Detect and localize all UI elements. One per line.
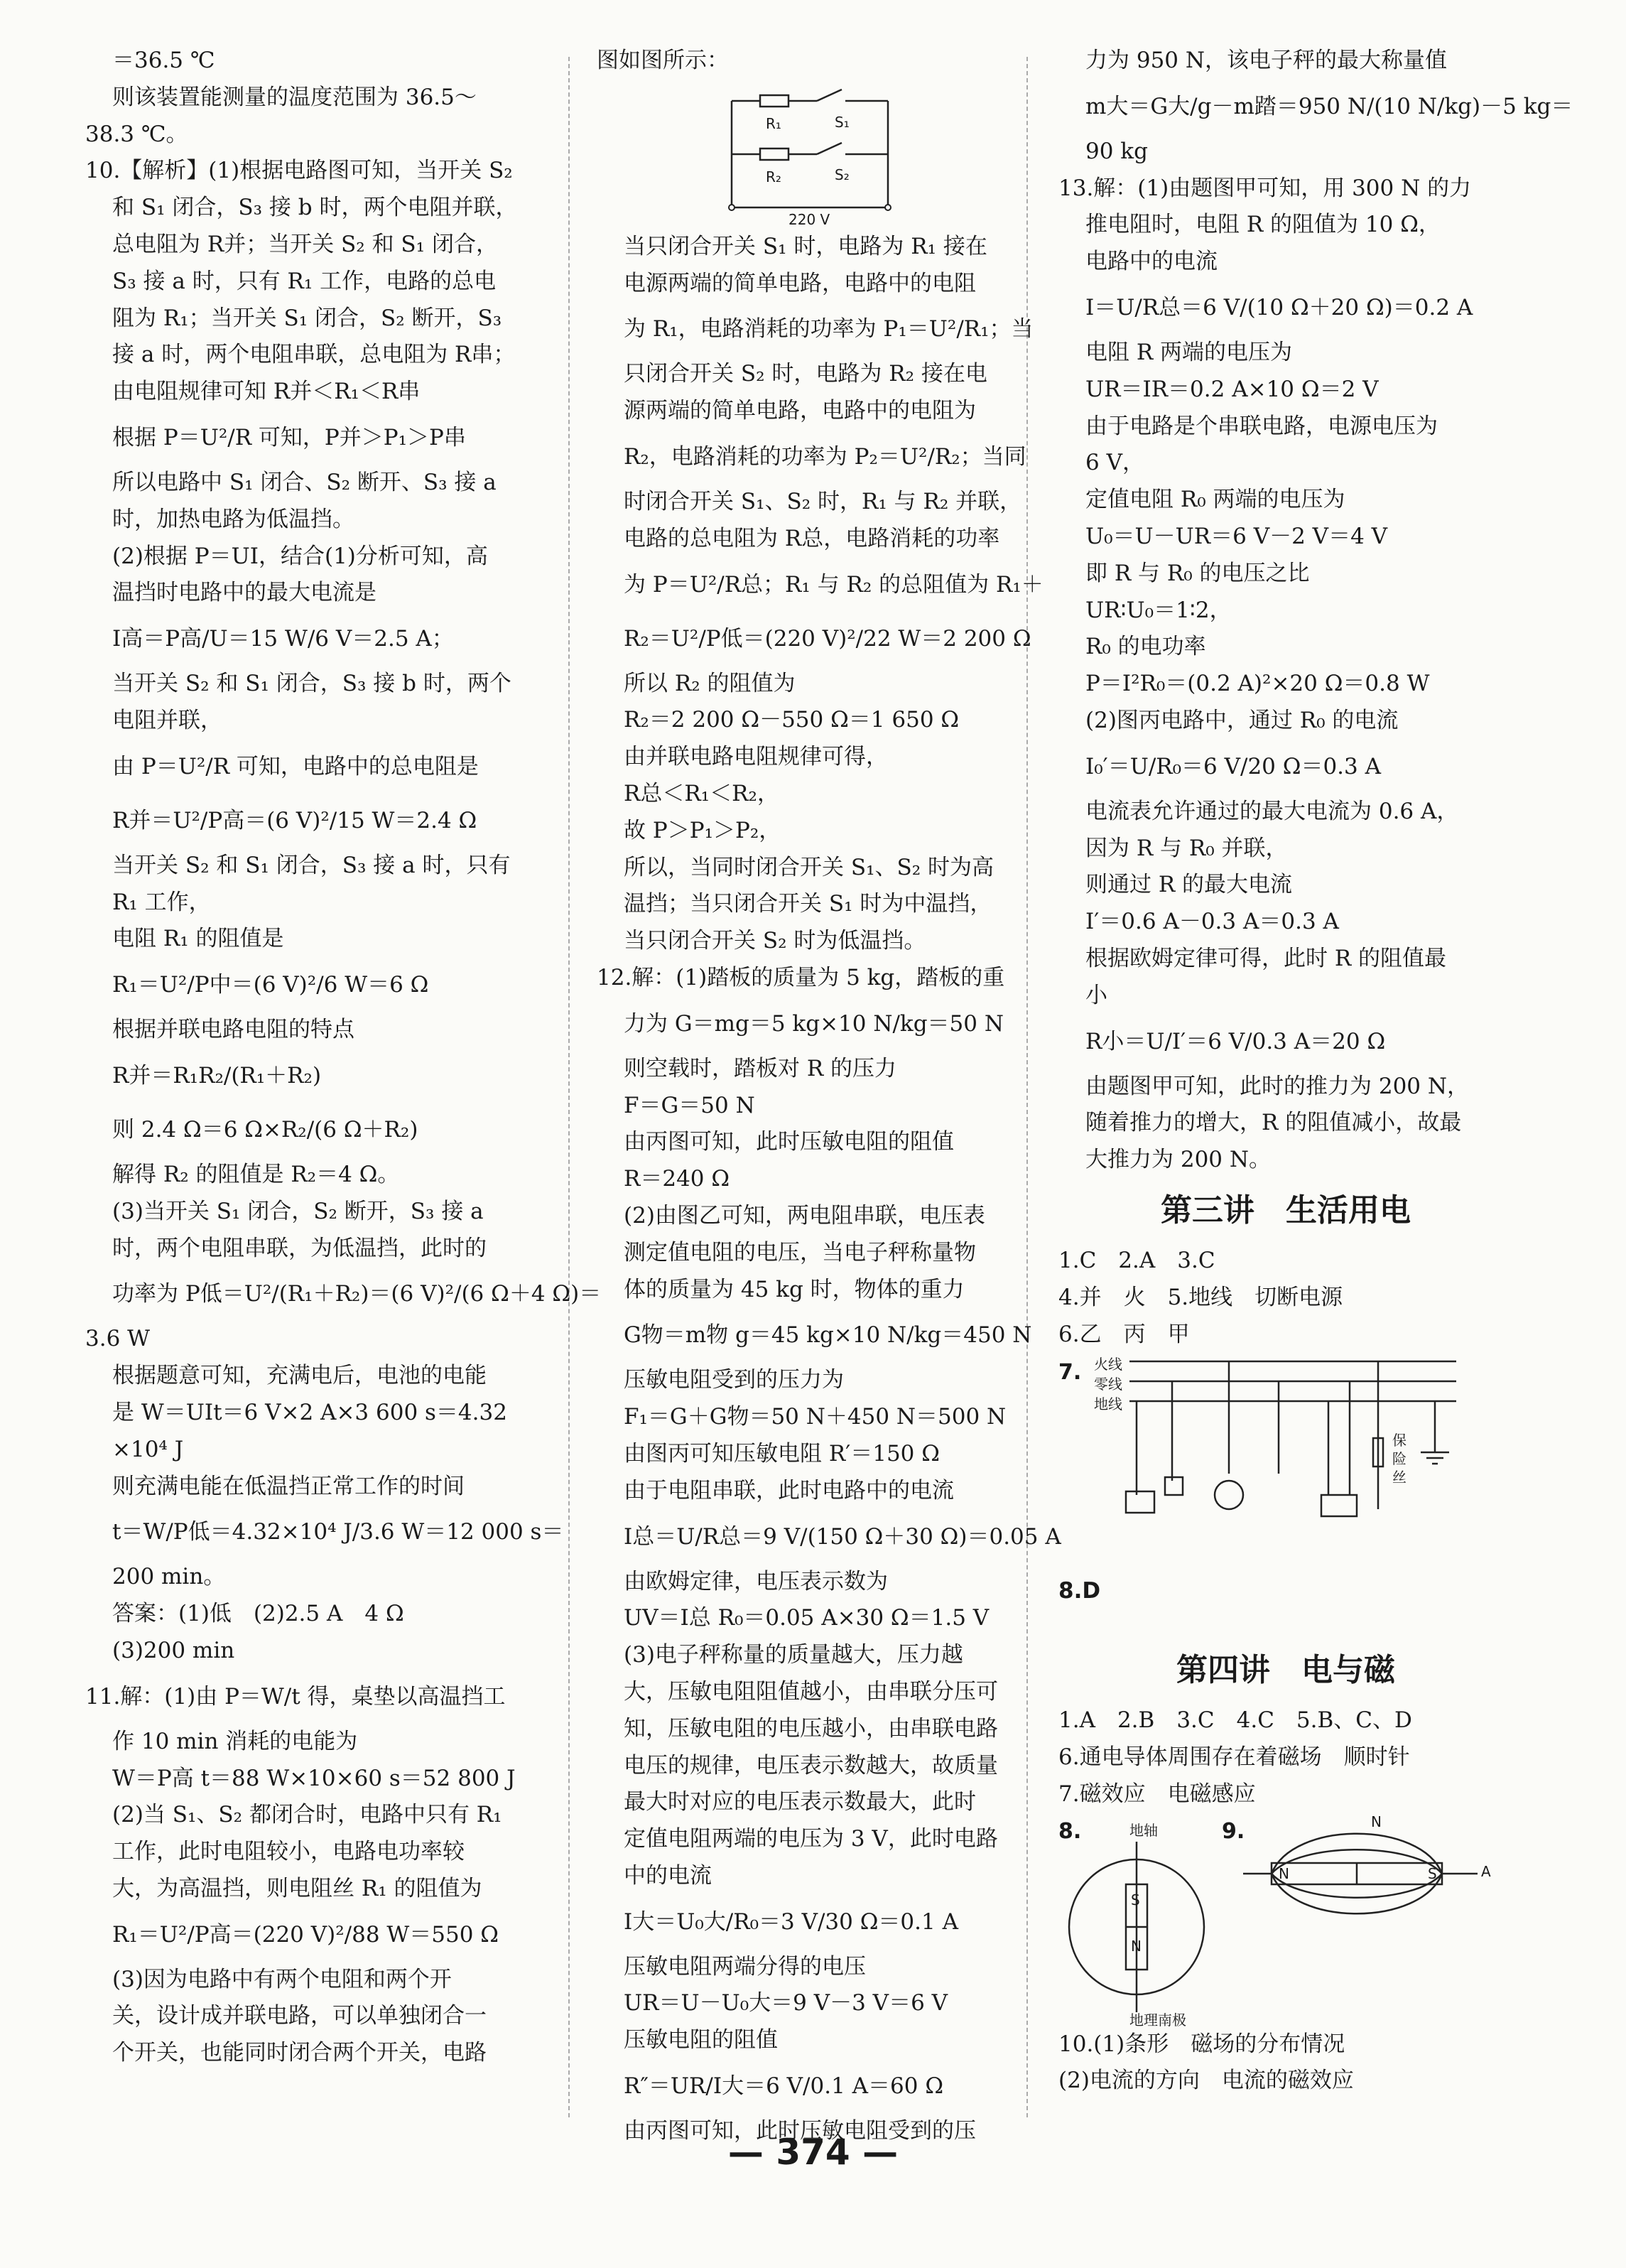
magnet-svg [1058,1813,1499,2026]
text-line: 则通过 R 的最大电流 [1085,872,1293,898]
text-line: 则充满电能在低温挡正常工作的时间 [112,1473,465,1499]
text-line: I大＝U₀大/R₀＝3 V/30 Ω＝0.1 A [624,1908,958,1935]
text-line: 工作，此时电阻较小，电路电功率较 [112,1839,465,1865]
earth-wire-label: 地线 [1094,1395,1122,1413]
text-line: 10.【解析】(1)根据电路图可知，当开关 S₂ [85,158,513,184]
text-line: 当开关 S₂ 和 S₁ 闭合，S₃ 接 b 时，两个 [112,671,511,697]
text-line: 体的质量为 45 kg 时，物体的重力 [624,1276,965,1302]
text-line: W＝P高 t＝88 W×10×60 s＝52 800 J [112,1765,516,1791]
text-line: 所以 R₂ 的阻值为 [624,670,796,696]
text-line: 电源两端的简单电路，电路中的电阻 [624,270,976,296]
text-line: 7.磁效应 电磁感应 [1058,1781,1256,1807]
text-line: 电压的规律，电压表示数越大，故质量 [624,1752,998,1778]
page-number: — 374 — [727,2132,899,2173]
text-line: 为 P＝U²/R总；R₁ 与 R₂ 的总阻值为 R₁＋ [624,571,1044,598]
wiring-svg [1058,1353,1499,1573]
text-line: m大＝G大/g－m踏＝950 N/(10 N/kg)－5 kg＝ [1085,93,1573,119]
text-line: 是 W＝UIt＝6 V×2 A×3 600 s＝4.32 [112,1399,507,1425]
text-line: 90 kg [1085,138,1148,164]
compass-n-label: N [1371,1813,1382,1830]
text-line: 时，两个电阻串联，为低温挡，此时的 [112,1235,487,1261]
text-line: 所以，当同时闭合开关 S₁、S₂ 时为高 [624,854,994,880]
text-line: F₁＝G＋G物＝50 N＋450 N＝500 N [624,1404,1007,1430]
text-line: 小 [1085,982,1107,1008]
neutral-wire-label: 零线 [1094,1376,1122,1393]
text-line: t＝W/P低＝4.32×10⁴ J/3.6 W＝12 000 s＝ [112,1519,564,1545]
text-line: I₀′＝U/R₀＝6 V/20 Ω＝0.3 A [1085,753,1382,779]
text-line: 10.(1)条形 磁场的分布情况 [1058,2031,1345,2057]
text-line: R₁＝U²/P高＝(220 V)²/88 W＝550 Ω [112,1921,499,1948]
text-line: 时闭合开关 S₁、S₂ 时，R₁ 与 R₂ 并联， [624,488,1022,514]
text-line: 根据 P＝U²/R 可知，P并＞P₁＞P串 [112,424,466,450]
text-line: 由 P＝U²/R 可知，电路中的总电阻是 [112,753,479,779]
text-line: 压敏电阻受到的压力为 [624,1367,844,1393]
text-line: 3.6 W [85,1326,151,1352]
text-line: 当只闭合开关 S₂ 时为低温挡。 [624,928,926,954]
text-line: 解得 R₂ 的阻值是 R₂＝4 Ω。 [112,1161,400,1187]
text-line: I总＝U/R总＝9 V/(150 Ω＋30 Ω)＝0.05 A [624,1523,1061,1550]
text-line: (3)因为电路中有两个电阻和两个开 [112,1966,452,1992]
text-line: 个开关，也能同时闭合两个开关，电路 [112,2040,487,2066]
text-line: (2)电流的方向 电流的磁效应 [1058,2068,1354,2094]
text-line: S₃ 接 a 时，只有 R₁ 工作，电路的总电 [112,268,497,294]
r2-label: R₂ [766,168,781,185]
text-line: P＝I²R₀＝(0.2 A)²×20 Ω＝0.8 W [1085,671,1430,697]
bar-s-label: S [1428,1864,1437,1882]
magnet-n-label: N [1131,1937,1142,1955]
text-line: 温挡；当只闭合开关 S₁ 时为中温挡， [624,891,992,917]
text-line: (3)电子秤称量的质量越大，压力越 [624,1642,963,1668]
wiring-diagram [1058,1353,1513,1573]
section-heading-4: 第四讲 电与磁 [1176,1652,1395,1689]
text-line: (3)200 min [112,1637,235,1663]
text-line: I高＝P高/U＝15 W/6 V＝2.5 A； [112,626,454,652]
r1-label: R₁ [766,114,781,132]
text-line: 当只闭合开关 S₁ 时，电路为 R₁ 接在 [624,233,987,259]
text-line: 源两端的简单电路，电路中的电阻为 [624,398,976,424]
text-line: 11.解：(1)由 P＝W/t 得，桌垫以高温挡工 [85,1683,506,1710]
text-line: 当开关 S₂ 和 S₁ 闭合，S₃ 接 a 时，只有 [112,852,511,878]
text-line: 电阻 R 两端的电压为 [1085,339,1293,365]
text-line: (2)根据 P＝UI，结合(1)分析可知，高 [112,543,488,569]
magnet-figures [1058,1813,1513,2029]
text-line: 由并联电路电阻规律可得， [624,744,888,770]
fire-wire-label: 火线 [1094,1356,1122,1373]
text-line: 为 R₁，电路消耗的功率为 P₁＝U²/R₁；当 [624,316,1034,342]
text-line: F＝G＝50 N [624,1092,755,1118]
text-line: R″＝UR/I大＝6 V/0.1 A＝60 Ω [624,2073,944,2100]
text-line: 由欧姆定律，电压表示数为 [624,1568,888,1594]
text-line: 力为 G＝mg＝5 kg×10 N/kg＝50 N [624,1010,1004,1037]
text-line: 只闭合开关 S₂ 时，电路为 R₂ 接在电 [624,361,987,387]
text-line: 由于电路是个串联电路，电源电压为 [1085,413,1438,439]
text-line: (2)由图乙可知，两电阻串联，电压表 [624,1202,985,1228]
text-line: R并＝R₁R₂/(R₁＋R₂) [112,1062,322,1089]
text-line: 定值电阻两端的电压为 3 V，此时电路 [624,1826,998,1852]
text-line: R₂，电路消耗的功率为 P₂＝U²/R₂；当同 [624,443,1026,470]
text-line: R₁ 工作， [112,889,211,915]
text-line: 根据并联电路电阻的特点 [112,1017,354,1043]
text-line: 最大时对应的电压表示数最大，此时 [624,1789,976,1815]
text-line: UR＝U－U₀大＝9 V－3 V＝6 V [624,1990,948,2016]
q7-number: 7. [1058,1360,1082,1386]
text-line: 故 P＞P₁＞P₂， [624,817,781,843]
column-divider [568,57,570,2117]
text-line: 大，压敏电阻阻值越小，由串联分压可 [624,1678,998,1705]
text-line: 压敏电阻的阻值 [624,2027,778,2053]
s1-label: S₁ [835,113,850,131]
text-line: 测定值电阻的电压，当电子秤称量物 [624,1239,976,1265]
text-line: 大推力为 200 N。 [1085,1147,1272,1173]
text-line: 根据题意可知，充满电后，电池的电能 [112,1363,487,1389]
s2-label: S₂ [835,166,850,183]
answer-8: 8.D [1058,1578,1101,1604]
q9-number: 9. [1222,1818,1245,1844]
text-line: 13.解：(1)由题图甲可知，用 300 N 的力 [1058,175,1472,201]
text-line: (3)当开关 S₁ 闭合，S₂ 断开，S₃ 接 a [112,1198,484,1224]
text-line: 由题图甲可知，此时的推力为 200 N， [1085,1073,1470,1099]
circuit-diagram [597,80,1051,229]
text-line: 总电阻为 R并；当开关 S₂ 和 S₁ 闭合， [112,231,498,257]
text-line: 电阻 R₁ 的阻值是 [112,926,284,952]
text-line: 定值电阻 R₀ 两端的电压为 [1085,487,1345,513]
text-line: R总＜R₁＜R₂， [624,780,779,806]
text-line: 则空载时，踏板对 R 的压力 [624,1055,897,1081]
text-line: 随着推力的增大，R 的阻值减小，故最 [1085,1110,1462,1136]
text-line: 电阻并联， [112,707,222,733]
text-line: 1.A 2.B 3.C 4.C 5.B、C、D [1058,1707,1412,1734]
text-line: 接 a 时，两个电阻串联，总电阻为 R串； [112,342,516,368]
text-line: 中的电流 [624,1862,712,1889]
magnet-s-label: S [1131,1891,1140,1908]
text-line: G物＝m物 g＝45 kg×10 N/kg＝450 N [624,1322,1032,1349]
text-line: 因为 R 与 R₀ 并联， [1085,835,1288,861]
voltage-label: 220 V [788,210,830,228]
text-line: U₀＝U－UR＝6 V－2 V＝4 V [1085,523,1388,549]
text-line: 压敏电阻两端分得的电压 [624,1953,866,1980]
column-3 [1058,43,1573,2100]
text-line: 38.3 ℃。 [85,121,188,147]
text-line: 知，压敏电阻的电压越小，由串联电路 [624,1715,998,1742]
text-line: 由电阻规律可知 R并＜R₁＜R串 [112,379,421,405]
text-line: 所以电路中 S₁ 闭合、S₂ 断开、S₃ 接 a [112,469,497,495]
text-line: I′＝0.6 A－0.3 A＝0.3 A [1085,909,1339,935]
text-line: R小＝U/I′＝6 V/0.3 A＝20 Ω [1085,1028,1386,1054]
text-line: 电路的总电阻为 R总，电路消耗的功率 [624,525,1000,551]
point-a-label: A [1481,1862,1491,1880]
text-line: 大，为高温挡，则电阻丝 R₁ 的阻值为 [112,1875,482,1901]
text-line: 200 min。 [112,1564,226,1590]
text-line: (2)当 S₁、S₂ 都闭合时，电路中只有 R₁ [112,1802,502,1828]
section-heading-3: 第三讲 生活用电 [1161,1192,1411,1228]
text-line: 功率为 P低＝U²/(R₁＋R₂)＝(6 V)²/(6 Ω＋4 Ω)＝ [112,1281,602,1307]
circuit-svg [717,80,902,229]
text-line: R₁＝U²/P中＝(6 V)²/6 W＝6 Ω [112,972,429,998]
text-line: 图如图所示： [597,48,729,73]
text-line: 电路中的电流 [1085,249,1218,275]
text-line: 电流表允许通过的最大电流为 0.6 A， [1085,798,1459,824]
text-line: 阻为 R₁；当开关 S₁ 闭合，S₂ 断开，S₃ [112,305,502,331]
text-line: R＝240 Ω [624,1166,730,1192]
text-line: 力为 950 N，该电子秤的最大称量值 [1085,48,1448,73]
text-line: ＝36.5 ℃ [112,48,215,73]
text-line: 则该装置能测量的温度范围为 36.5～ [112,84,477,110]
text-line: 4.并 火 5.地线 切断电源 [1058,1284,1343,1310]
text-line: 由于电阻串联，此时电路中的电流 [624,1477,954,1503]
text-line: R并＝U²/P高＝(6 V)²/15 W＝2.4 Ω [112,807,477,833]
text-line: 作 10 min 消耗的电能为 [112,1728,358,1754]
text-line: 答案：(1)低 (2)2.5 A 4 Ω [112,1601,404,1627]
text-line: 则 2.4 Ω＝6 Ω×R₂/(6 Ω＋R₂) [112,1116,418,1143]
text-line: 由丙图可知，此时压敏电阻的阻值 [624,1129,954,1155]
text-line: 6.乙 丙 甲 [1058,1321,1190,1347]
text-line: R₂＝U²/P低＝(220 V)²/22 W＝2 200 Ω [624,625,1031,652]
fuse-label: 保险丝 [1392,1432,1407,1486]
column-2 [597,43,1061,2150]
earth-axis-label: 地轴 [1129,1821,1158,1839]
q8-number: 8. [1058,1818,1082,1844]
text-line: R₀ 的电功率 [1085,634,1206,660]
south-pole-label: 地理南极 [1129,2011,1186,2029]
text-line: 时，加热电路为低温挡。 [112,506,354,532]
text-line: 12.解：(1)踏板的质量为 5 kg，踏板的重 [597,964,1005,990]
text-line: R₂＝2 200 Ω－550 Ω＝1 650 Ω [624,707,960,733]
column-1 [85,43,602,2072]
text-line: 6 V， [1085,450,1144,476]
text-line: 和 S₁ 闭合，S₃ 接 b 时，两个电阻并联， [112,195,518,221]
text-line: 根据欧姆定律可得，此时 R 的阻值最 [1085,945,1447,971]
text-line: I＝U/R总＝6 V/(10 Ω＋20 Ω)＝0.2 A [1085,294,1473,320]
text-line: 温挡时电路中的最大电流是 [112,580,376,606]
text-line: 关，设计成并联电路，可以单独闭合一 [112,2003,487,2029]
text-line: 6.通电导体周围存在着磁场 顺时针 [1058,1744,1410,1770]
text-line: 由图丙可知压敏电阻 R′＝150 Ω [624,1440,940,1467]
text-line: UR∶U₀＝1∶2， [1085,597,1232,623]
text-line: 即 R 与 R₀ 的电压之比 [1085,560,1310,586]
text-line: ×10⁴ J [112,1436,184,1462]
bar-n-label: N [1279,1864,1289,1882]
text-line: UV＝I总 R₀＝0.05 A×30 Ω＝1.5 V [624,1605,990,1631]
text-line: UR＝IR＝0.2 A×10 Ω＝2 V [1085,376,1379,402]
text-line: 推电阻时，电阻 R 的阻值为 10 Ω， [1085,212,1441,238]
text-line: 由丙图可知，此时压敏电阻受到的压 [624,2118,976,2144]
text-line: (2)图丙电路中，通过 R₀ 的电流 [1085,707,1399,733]
text-line: 1.C 2.A 3.C [1058,1247,1215,1273]
